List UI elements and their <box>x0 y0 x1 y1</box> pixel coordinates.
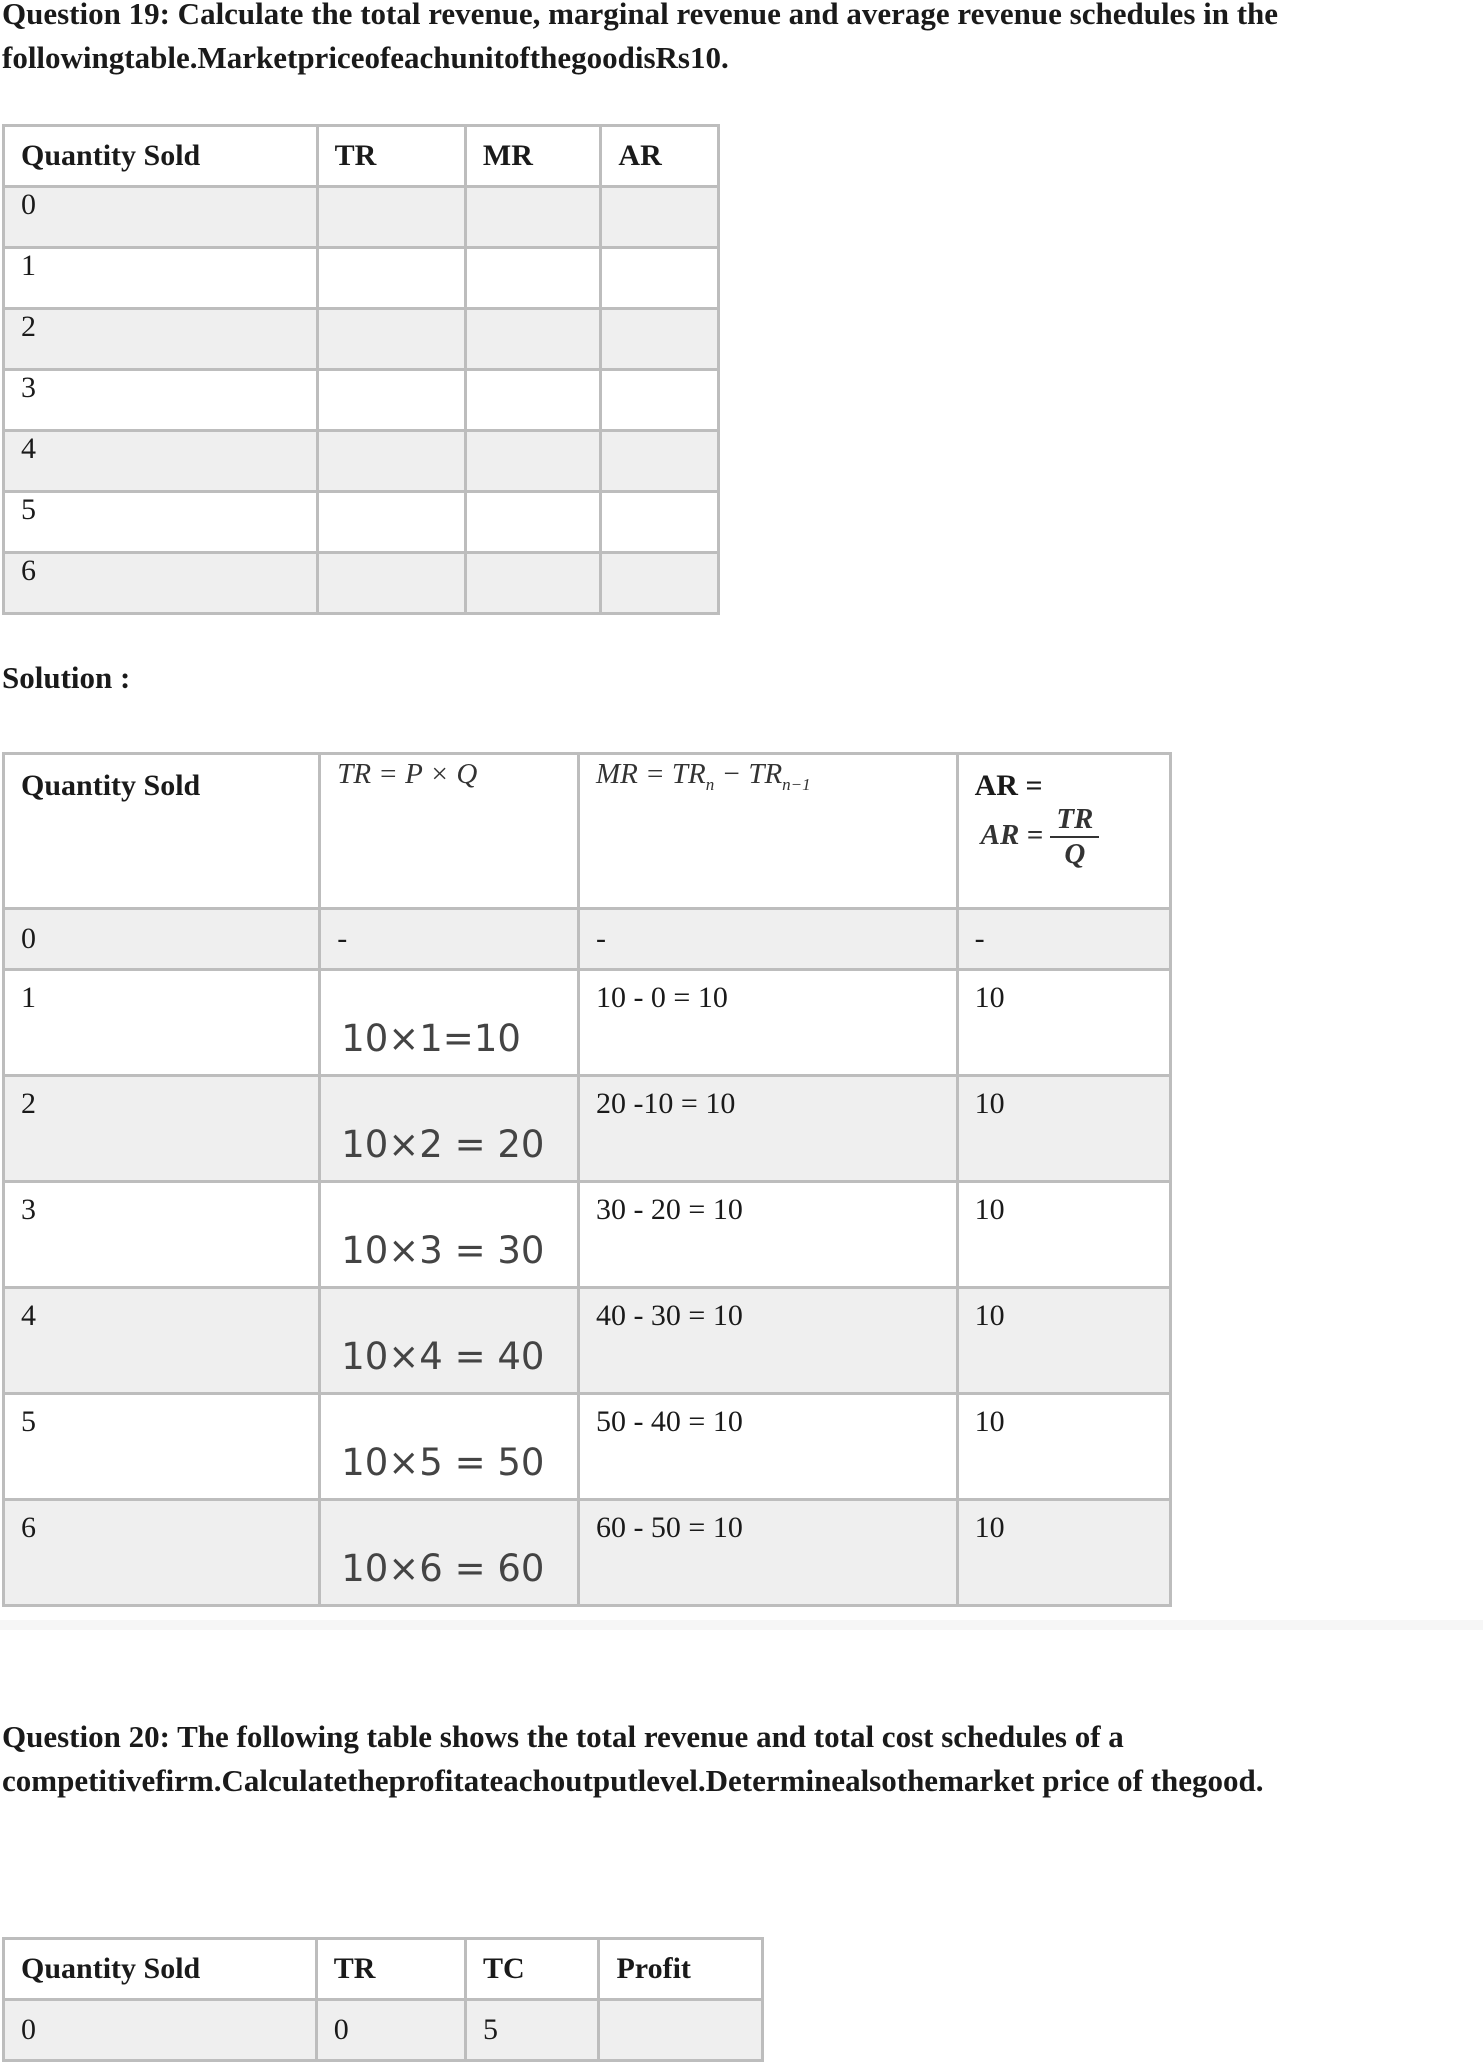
table-row: 0 <box>4 187 318 248</box>
question-19-table <box>2 124 720 615</box>
header-mr-formula: MR = $TR_n - TR_{n-1}$ <box>578 754 957 909</box>
question-20-line1: Question 20: The following table shows the total revenue and total cost schedules of a <box>2 1719 1124 1754</box>
table-row: 0 <box>4 909 320 970</box>
header-profit: Profit <box>599 1939 763 2000</box>
header-quantity-sold: Quantity Sold <box>4 1939 317 2000</box>
question-20-line2: competitivefirm.Calculatetheprofitateachoutputlevel.Determinealsothemarket price of thegood. <box>2 1763 1264 1798</box>
header-quantity-sold: Quantity Sold <box>4 126 318 187</box>
question-20-text <box>2 1715 1264 1803</box>
question-20-table: Quantity Sold TR TC Profit 0 0 5 <box>2 1937 764 2062</box>
tr-calculation: 10×5 = 50 <box>341 1441 545 1484</box>
header-tr: TR <box>317 126 465 187</box>
header-tr-formula: TR = P × Q <box>320 754 579 909</box>
tr-calculation: 10×2 = 20 <box>341 1123 545 1166</box>
header-ar-formula: AR = AR = $\frac{TR}{Q}$ <box>957 754 1170 909</box>
tr-calculation: 10×3 = 30 <box>341 1229 545 1272</box>
header-quantity-sold: Quantity Sold <box>4 754 320 909</box>
table-row: 3 <box>4 1182 320 1288</box>
table-row: 4 <box>4 431 318 492</box>
table-row: 3 <box>4 370 318 431</box>
table-row: 2 <box>4 1076 320 1182</box>
tr-calculation: 10×6 = 60 <box>341 1547 545 1590</box>
question-19-line2: followingtable.MarketpriceofeachunitofthegoodisRs10. <box>2 40 729 75</box>
section-divider <box>0 1620 1483 1630</box>
table-row: 0 <box>4 2000 317 2061</box>
header-tc: TC <box>466 1939 599 2000</box>
table-row: 5 <box>4 492 318 553</box>
header-tr: TR <box>316 1939 465 2000</box>
table-row: 4 <box>4 1288 320 1394</box>
solution-table: Quantity Sold TR = P × Q MR = $TR_n - TR_{n-1}$ AR = AR = $\frac{TR}{Q}$ 0 - - - 1 10×1=10 10 - 0 = 10 10 2 10×2 = 20 20 -10 = 10 10 3 10×3 = 30 30 - 20 = 10 10 4 10×4 = 40 40 - 30 = 10 10 5 10×5 = 50 50 - 40 = 10 10 6 10×6 = 60 60 - 50 = 10 10 <box>2 752 1172 1607</box>
table-row: 1 <box>4 970 320 1076</box>
ar-label: AR = <box>974 769 1043 802</box>
table-row: 6 <box>4 1500 320 1606</box>
table-row: 1 <box>4 248 318 309</box>
tr-calculation: 10×4 = 40 <box>341 1335 545 1378</box>
question-19-line1: Question 19: Calculate the total revenue, marginal revenue and average revenue schedules in the <box>2 0 1279 31</box>
header-ar: AR <box>601 126 719 187</box>
solution-label: Solution : <box>2 660 131 695</box>
tr-calculation: 10×1=10 <box>341 1017 521 1060</box>
table-row: 5 <box>4 1394 320 1500</box>
table-row: 2 <box>4 309 318 370</box>
header-mr: MR <box>465 126 600 187</box>
table-row: 6 <box>4 553 318 614</box>
question-19-text <box>2 0 1278 80</box>
